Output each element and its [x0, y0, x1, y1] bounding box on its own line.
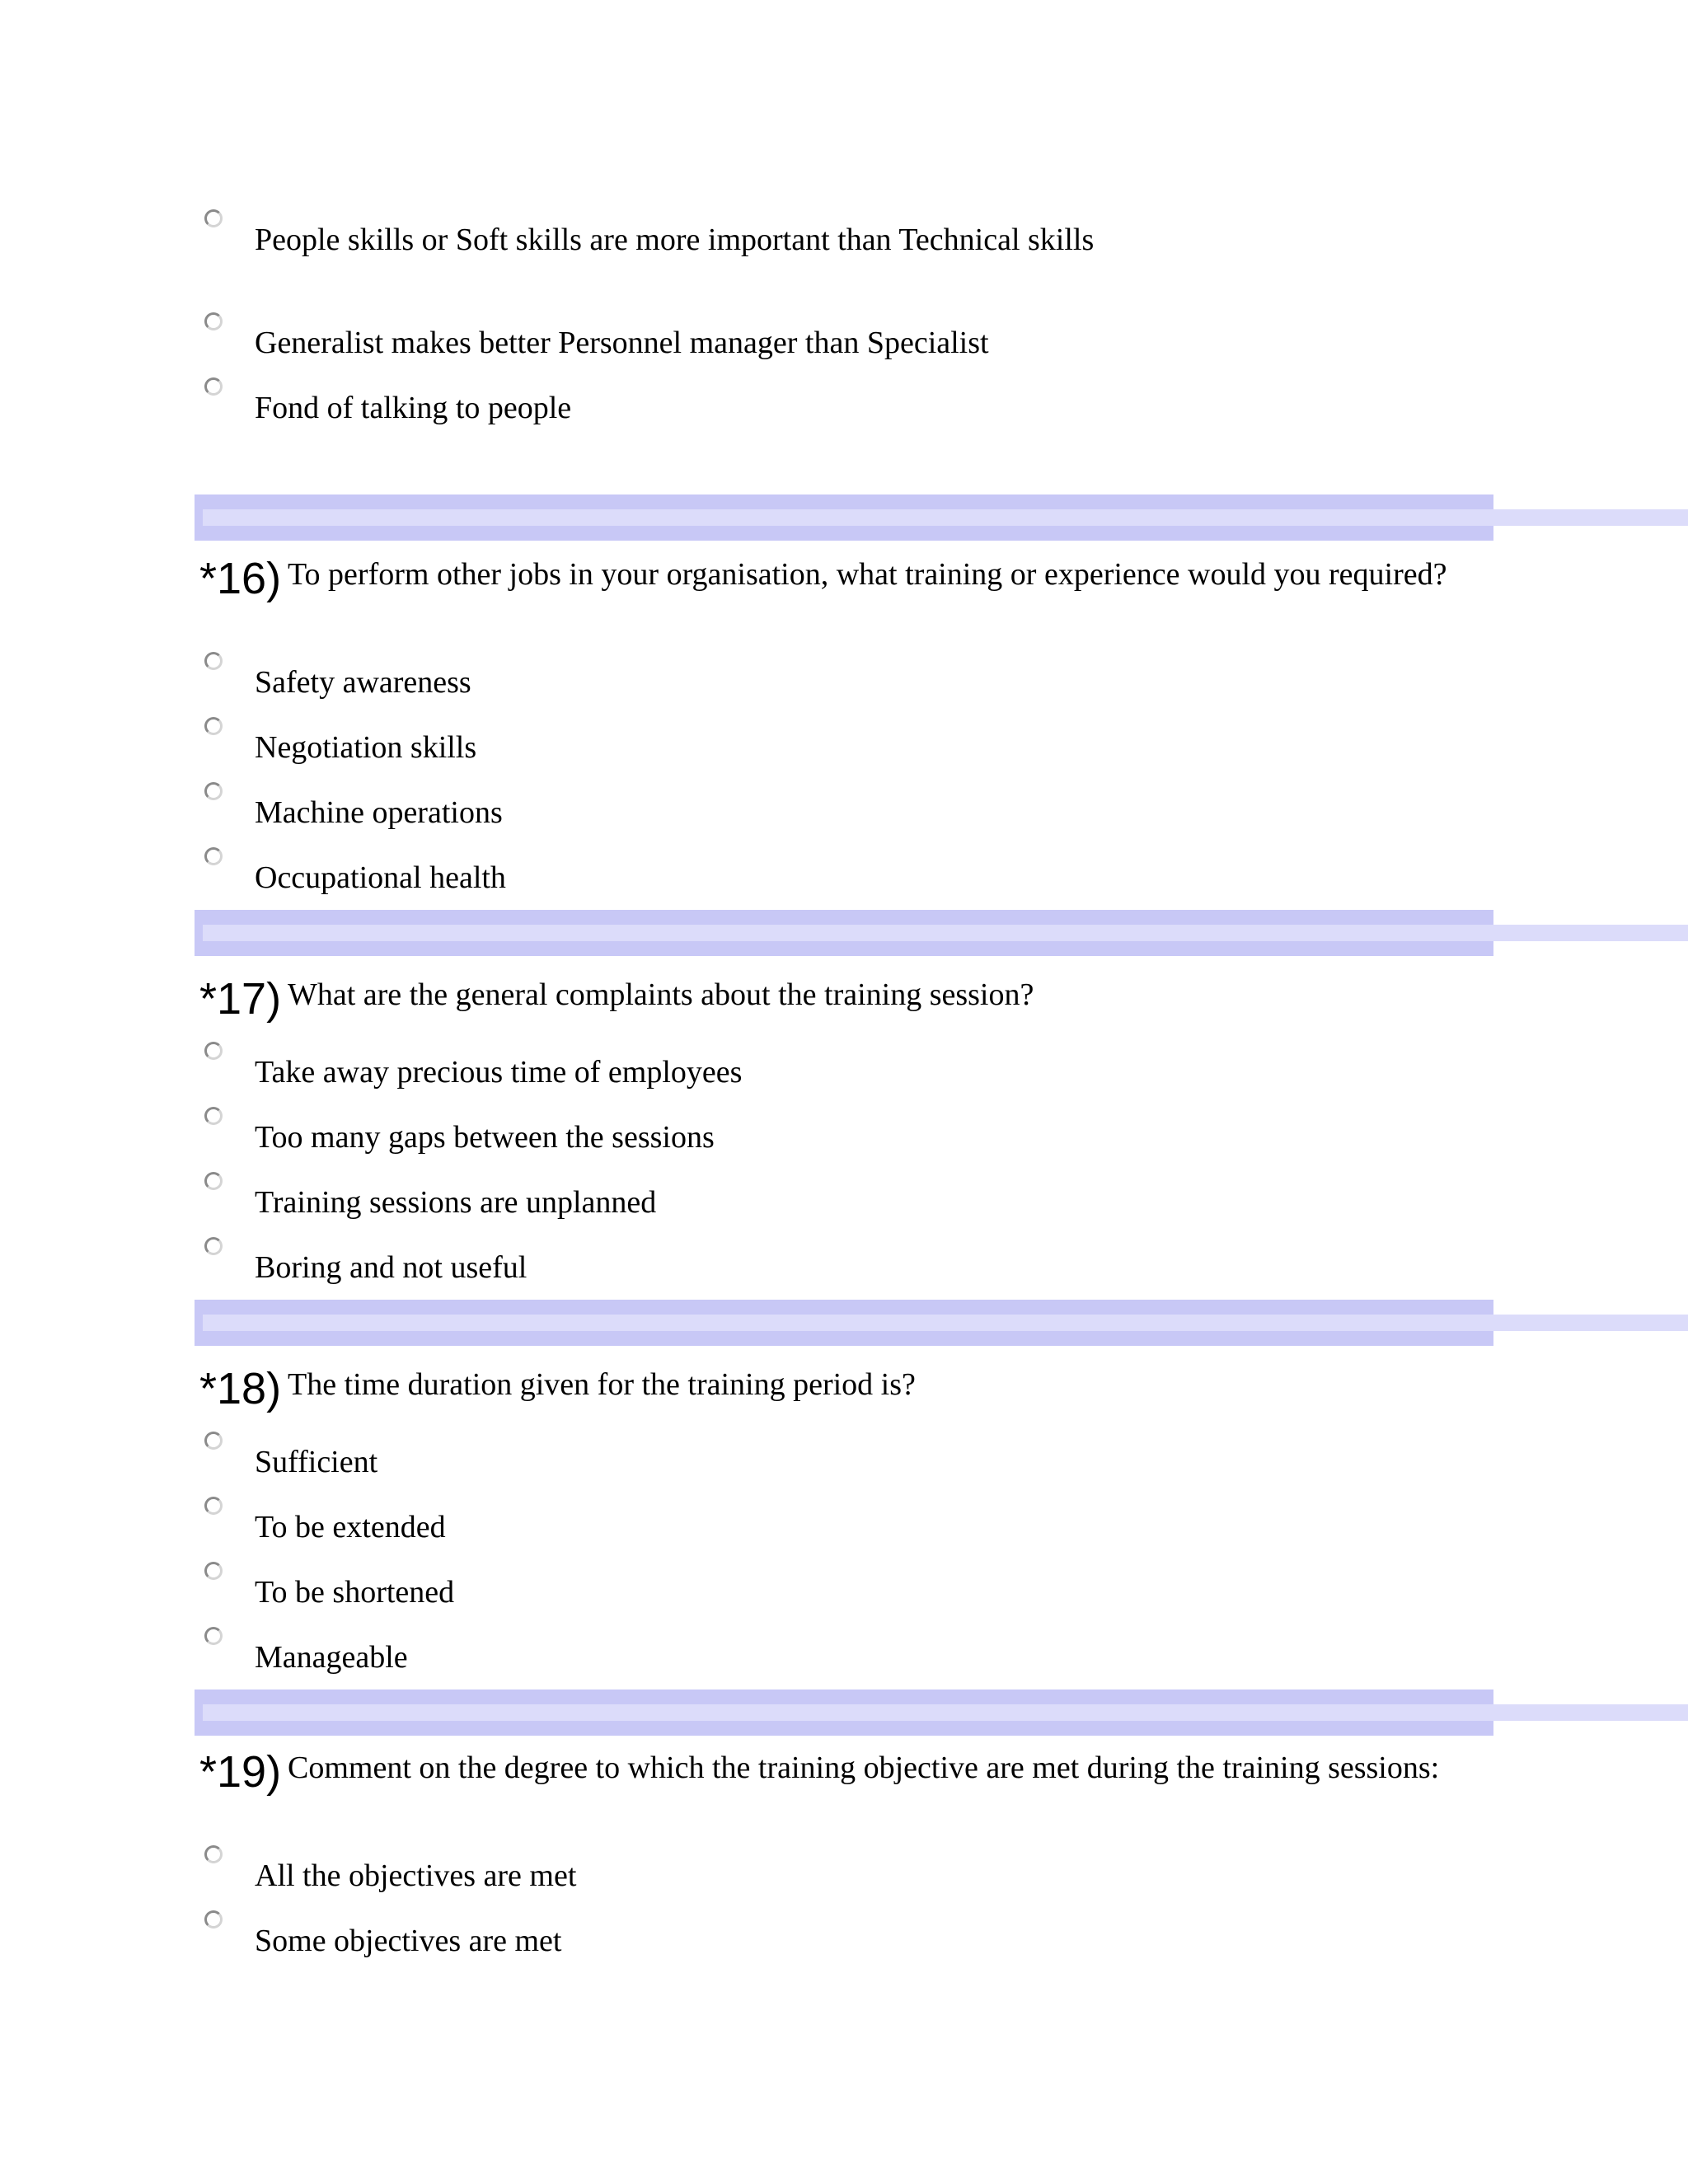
radio-button[interactable]: [204, 377, 223, 396]
option-label: Manageable: [255, 1640, 408, 1675]
radio-button[interactable]: [204, 717, 223, 735]
question-text: The time duration given for the training period is?: [288, 1367, 916, 1402]
question-text: To perform other jobs in your organisation, what training or experience would you required?: [288, 557, 1447, 592]
radio-button[interactable]: [204, 312, 223, 330]
option-label: Some objectives are met: [255, 1924, 562, 1958]
radio-button[interactable]: [204, 847, 223, 865]
radio-button[interactable]: [204, 1172, 223, 1190]
divider-stripe: [203, 1315, 1688, 1331]
divider-stripe: [203, 925, 1688, 941]
radio-button[interactable]: [204, 652, 223, 670]
option-label: All the objectives are met: [255, 1858, 577, 1893]
radio-button[interactable]: [204, 1107, 223, 1125]
radio-button[interactable]: [204, 1845, 223, 1863]
radio-button[interactable]: [204, 782, 223, 800]
radio-button[interactable]: [204, 1042, 223, 1060]
option-label: Training sessions are unplanned: [255, 1185, 657, 1220]
option-label: Safety awareness: [255, 665, 471, 700]
option-label: Sufficient: [255, 1445, 378, 1479]
radio-button[interactable]: [204, 1497, 223, 1515]
radio-button[interactable]: [204, 1237, 223, 1255]
option-label: Take away precious time of employees: [255, 1055, 743, 1090]
question-number: *17): [199, 974, 282, 1024]
option-label: Generalist makes better Personnel manager than Specialist: [255, 326, 989, 360]
divider-stripe: [203, 1704, 1688, 1721]
option-label: Occupational health: [255, 860, 506, 895]
section-divider: [195, 1690, 1688, 1736]
option-label: Negotiation skills: [255, 730, 477, 765]
radio-button[interactable]: [204, 1562, 223, 1580]
divider-stripe: [203, 509, 1688, 526]
option-label: Machine operations: [255, 795, 503, 830]
section-divider: [195, 910, 1688, 956]
option-label: Fond of talking to people: [255, 391, 572, 425]
option-label: Too many gaps between the sessions: [255, 1120, 715, 1155]
question-number: *16): [199, 554, 282, 603]
radio-button[interactable]: [204, 1627, 223, 1645]
option-label: People skills or Soft skills are more important than Technical skills: [255, 223, 1095, 257]
question-number: *19): [199, 1747, 282, 1797]
question-text: Comment on the degree to which the training objective are met during the training sessions:: [288, 1750, 1440, 1785]
radio-button[interactable]: [204, 1432, 223, 1450]
section-divider: [195, 1300, 1688, 1346]
option-label: Boring and not useful: [255, 1250, 528, 1285]
section-divider: [195, 494, 1688, 541]
option-label: To be shortened: [255, 1575, 455, 1610]
question-text: What are the general complaints about the training session?: [288, 977, 1034, 1012]
option-label: To be extended: [255, 1510, 446, 1544]
radio-button[interactable]: [204, 1910, 223, 1929]
question-number: *18): [199, 1364, 282, 1413]
